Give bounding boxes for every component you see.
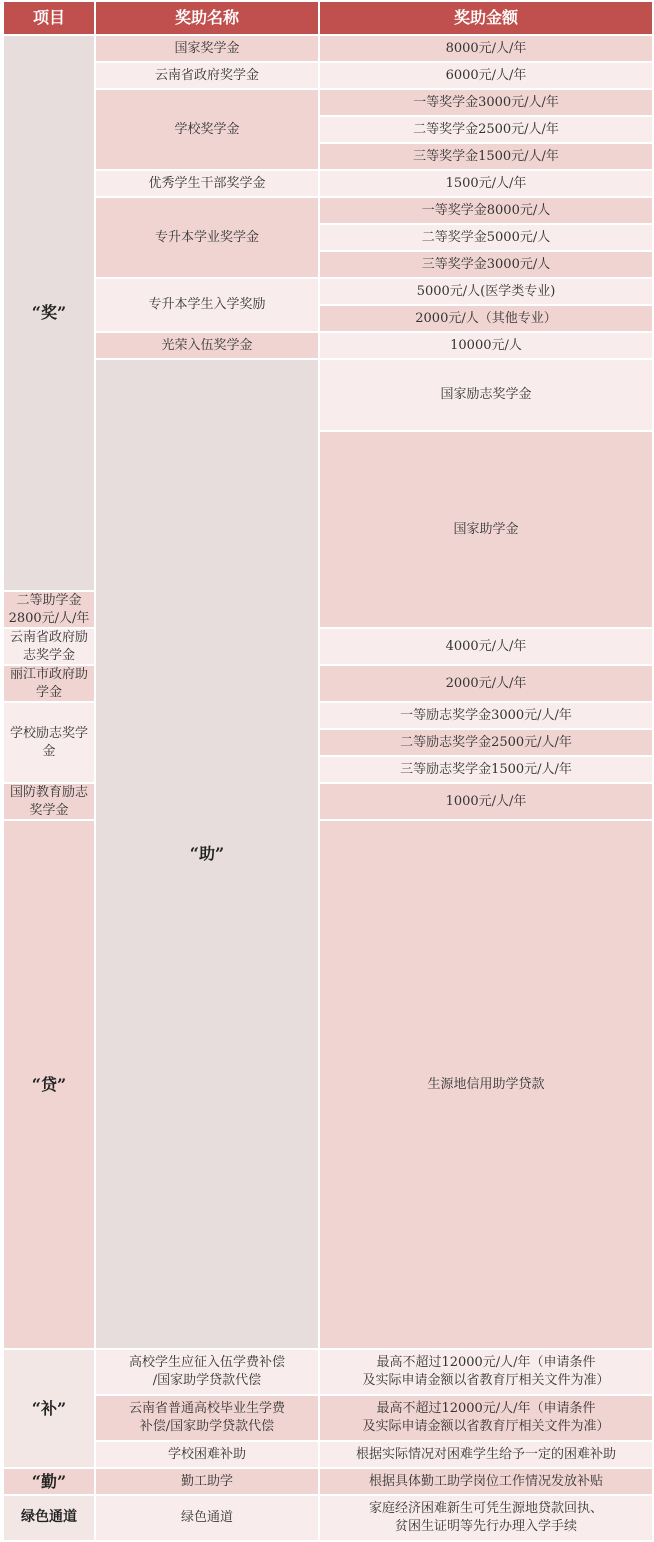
aid-amount — [319, 1349, 653, 1395]
header-name: 奖助名称 — [95, 1, 319, 35]
aid-amount: 8000元/人/年 — [319, 35, 653, 62]
aid-amount-line: 最高不超过12000元/人/年（申请条件 — [376, 1355, 596, 1371]
aid-amount — [319, 1395, 653, 1441]
header-category: 项目 — [3, 1, 95, 35]
aid-amount: 4000元/人/年 — [319, 628, 653, 665]
aid-name: 专升本学生入学奖励 — [95, 278, 319, 332]
category-zhu: “助” — [95, 359, 319, 1349]
aid-amount: 1500元/人/年 — [319, 170, 653, 197]
aid-amount: 根据实际情况对困难学生给予一定的困难补助 — [319, 1441, 653, 1468]
aid-amount: 6000元/人/年 — [319, 62, 653, 89]
aid-amount: 二等奖学金5000元/人 — [319, 224, 653, 251]
aid-amount: 三等励志奖学金1500元/人/年 — [319, 756, 653, 783]
aid-name: 学校奖学金 — [95, 89, 319, 170]
aid-amount: 二等助学金2800元/人/年 — [3, 591, 95, 628]
table-header-row — [3, 1, 653, 35]
header-amount: 奖助金额 — [319, 1, 653, 35]
table-row — [3, 359, 653, 431]
aid-amount: 1000元/人/年 — [319, 783, 653, 820]
table-row — [3, 1349, 653, 1395]
table-row — [3, 89, 653, 116]
aid-amount: 根据具体勤工助学岗位工作情况发放补贴 — [319, 1468, 653, 1495]
aid-name: 国防教育励志奖学金 — [3, 783, 95, 820]
category-jiang: “奖” — [3, 35, 95, 591]
table-row — [3, 35, 653, 62]
aid-name: 绿色通道 — [95, 1495, 319, 1541]
aid-name-line: 云南省普通高校毕业生学费 — [128, 1401, 285, 1417]
table-row — [3, 1441, 653, 1468]
aid-name: 专升本学业奖学金 — [95, 197, 319, 278]
aid-name-line: /国家助学贷款代偿 — [152, 1372, 262, 1388]
aid-name: 云南省政府奖学金 — [95, 62, 319, 89]
aid-amount: 10000元/人 — [319, 332, 653, 359]
aid-name-line: 补偿/国家助学贷款代偿 — [139, 1418, 275, 1434]
category-qin: “勤” — [3, 1468, 95, 1495]
aid-amount: 一等励志奖学金3000元/人/年 — [319, 702, 653, 729]
table-row — [3, 332, 653, 359]
aid-amount: 二等励志奖学金2500元/人/年 — [319, 729, 653, 756]
aid-name: 优秀学生干部奖学金 — [95, 170, 319, 197]
aid-amount-line: 及实际申请金额以省教育厅相关文件为准） — [362, 1372, 610, 1388]
aid-amount: 三等奖学金3000元/人 — [319, 251, 653, 278]
table-row — [3, 197, 653, 224]
aid-name: 生源地信用助学贷款 — [319, 820, 653, 1348]
aid-amount: 一等奖学金8000元/人 — [319, 197, 653, 224]
aid-name: 云南省政府励志奖学金 — [3, 628, 95, 665]
aid-name: 学校困难补助 — [95, 1441, 319, 1468]
aid-amount: 2000元/人（其他专业） — [319, 305, 653, 332]
aid-name: 丽江市政府助学金 — [3, 665, 95, 702]
aid-amount: 2000元/人/年 — [319, 665, 653, 702]
aid-amount — [319, 1495, 653, 1541]
aid-amount-line: 贫困生证明等先行办理入学手续 — [394, 1518, 577, 1534]
table-row — [3, 1395, 653, 1441]
aid-name: 国家奖学金 — [95, 35, 319, 62]
financial-aid-table — [2, 0, 654, 1542]
aid-amount-line: 家庭经济困难新生可凭生源地贷款回执、 — [368, 1501, 603, 1517]
category-green: 绿色通道 — [3, 1495, 95, 1541]
aid-name: 勤工助学 — [95, 1468, 319, 1495]
aid-amount: 一等奖学金3000元/人/年 — [319, 89, 653, 116]
aid-name: 光荣入伍奖学金 — [95, 332, 319, 359]
table-row — [3, 62, 653, 89]
aid-name: 国家励志奖学金 — [319, 359, 653, 431]
aid-name: 学校励志奖学金 — [3, 702, 95, 783]
category-dai: “贷” — [3, 820, 95, 1348]
table-row — [3, 170, 653, 197]
aid-name — [95, 1349, 319, 1395]
category-bu: “补” — [3, 1349, 95, 1468]
table-row — [3, 1495, 653, 1541]
aid-amount: 二等奖学金2500元/人/年 — [319, 116, 653, 143]
aid-amount-line: 及实际申请金额以省教育厅相关文件为准） — [362, 1418, 610, 1434]
aid-name-line: 高校学生应征入伍学费补偿 — [128, 1355, 285, 1371]
aid-amount: 5000元/人(医学类专业) — [319, 278, 653, 305]
aid-name — [95, 1395, 319, 1441]
table-row — [3, 278, 653, 305]
aid-name: 国家助学金 — [319, 431, 653, 628]
aid-amount: 三等奖学金1500元/人/年 — [319, 143, 653, 170]
table-row — [3, 1468, 653, 1495]
aid-amount-line: 最高不超过12000元/人/年（申请条件 — [376, 1401, 596, 1417]
